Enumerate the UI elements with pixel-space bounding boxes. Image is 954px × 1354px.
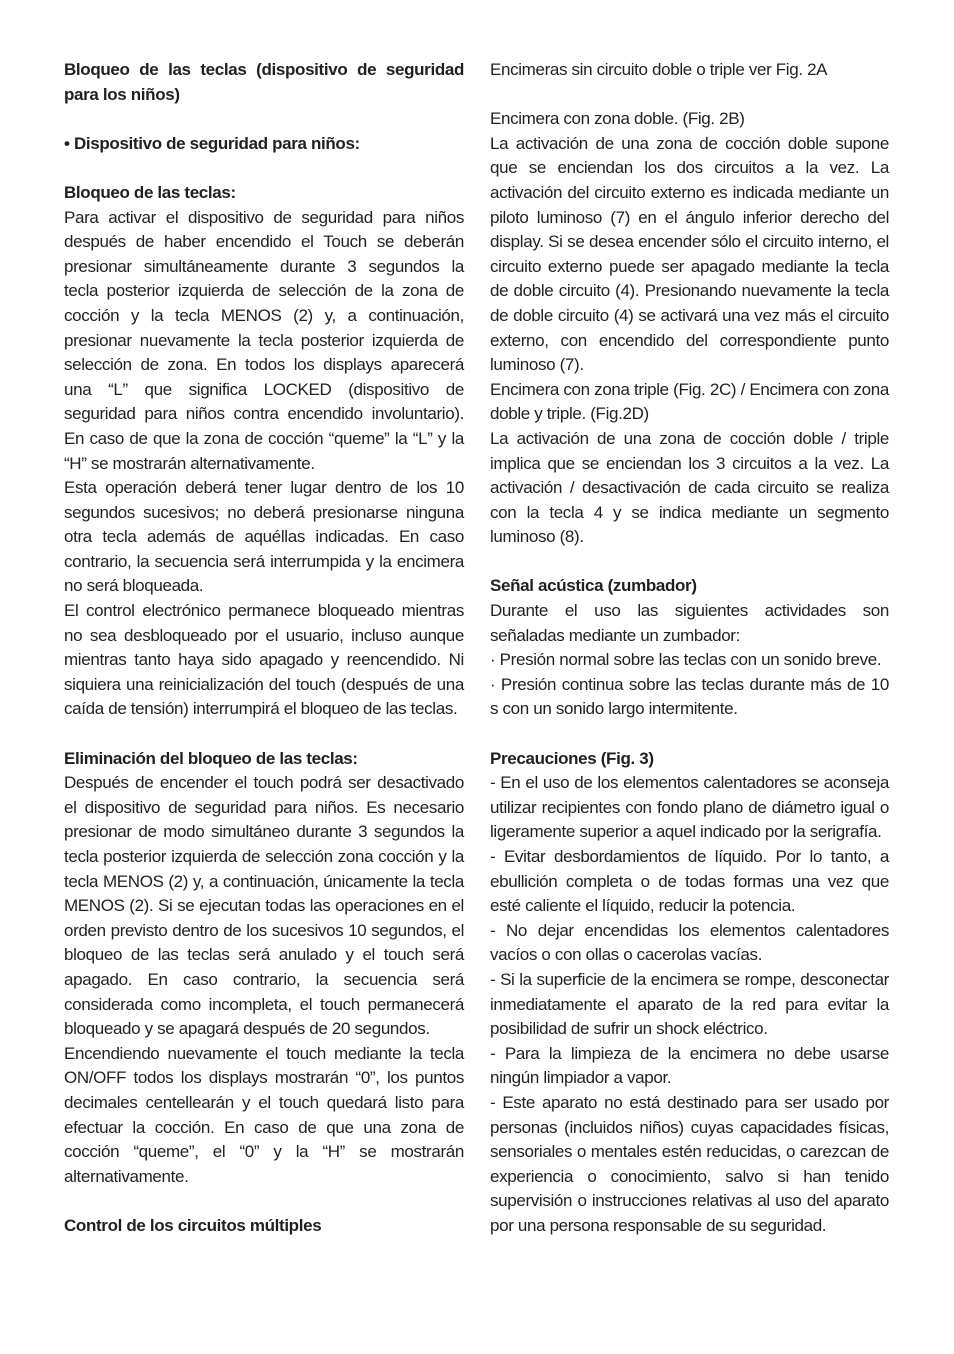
spacer (490, 722, 889, 747)
lock-heading: Bloqueo de las teclas: (64, 182, 236, 202)
fig2c-paragraph: La activación de una zona de cocción doble / triple implica que se enciendan los 3 circuitos a la vez. La activación / desactivación de cada circuito se realiza con la tecla 4 y se indica mediante un segmento luminoso (8). (490, 428, 889, 547)
lock-paragraph-2: Esta operación deberá tener lugar dentro de los 10 segundos sucesivos; no deberá presionarse ninguna otra tecla además de aquéllas indicadas. En caso contrario, la secuencia será interrumpida y la encimera no será bloqueada. (64, 478, 464, 596)
precaution-item: - Evitar desbordamientos de líquido. Por lo tanto, a ebullición completa o de todas formas una vez que esté caliente el líquido, reducir la potencia. (490, 847, 889, 916)
precaution-item: - En el uso de los elementos calentadores se aconseja utilizar recipientes con fondo plano de diámetro igual o ligeramente superior a aquel indicado por la serigrafía. (490, 773, 889, 842)
fig2b-paragraph: La activación de una zona de cocción doble supone que se enciendan los dos circuitos a la vez. La activación del circuito externo es indicada mediante un piloto luminoso (7) en el ángulo inferior derecho del display. Si se desea encender sólo el circuito interno, el circuito externo puede ser apagado mediante la tecla de doble circuito (4). Presionando nuevamente la tecla de doble circuito (4) se activará una vez más el circuito externo, con encendido del correspondiente punto luminoso (7). (490, 133, 889, 375)
bullet-heading: • Dispositivo de seguridad para niños: (64, 133, 360, 153)
unlock-paragraph-1: Después de encender el touch podrá ser desactivado el dispositivo de seguridad para niños. Es necesario presionar de modo simultáneo durante 3 segundos la tecla posterior izquierda de selección zona cocción y la tecla MENOS (2) y, a continuación, únicamente la tecla MENOS (2). Si se ejecutan todas las operaciones en el orden previsto dentro de los sucesivos 10 segundos, el bloqueo de las teclas será anulado y el touch será apagado. En caso contrario, la secuencia será considerada como incompleta, el touch permanecerá bloqueado y se apagará después de 20 segundos. (64, 773, 464, 1039)
unlock-heading: Eliminación del bloqueo de las teclas: (64, 748, 358, 768)
spacer (490, 83, 889, 108)
buzzer-paragraph: Durante el uso las siguientes actividades son señaladas mediante un zumbador: (490, 601, 889, 645)
precaution-item: - Para la limpieza de la encimera no debe usarse ningún limpiador a vapor. (490, 1043, 889, 1088)
precaution-item: - No dejar encendidas los elementos calentadores vacíos o con ollas o cacerolas vacías. (490, 920, 889, 965)
fig2a-paragraph: Encimeras sin circuito doble o triple ver Fig. 2A (490, 60, 828, 79)
section-title: Bloqueo de las teclas (dispositivo de seguridad para los niños) (64, 60, 464, 104)
spacer (64, 722, 464, 747)
precaution-item: - Este aparato no está destinado para ser usado por personas (incluidos niños) cuyas capacidades físicas, sensoriales o mentales estén reducidas, o carezcan de experiencia o conocimiento, salvo si han tenido supervisión o instrucciones relativas al uso del aparato por una persona responsable de su seguridad. (490, 1092, 889, 1235)
lock-paragraph-3: El control electrónico permanece bloqueado mientras no sea desbloqueado por el usuario, incluso aunque mientras tanto haya sido apagado y reencendido. Ni siquiera una reinicialización del touch (después de una caída de tensión) interrumpirá el bloqueo de las teclas. (64, 601, 464, 719)
spacer (64, 1189, 464, 1214)
circuits-heading: Control de los circuitos múltiples (64, 1215, 322, 1235)
spacer (64, 156, 464, 181)
left-column (64, 58, 464, 1239)
fig2c-title: Encimera con zona triple (Fig. 2C) / Encimera con zona doble y triple. (Fig.2D) (490, 379, 889, 424)
fig2b-title: Encimera con zona doble. (Fig. 2B) (490, 109, 745, 129)
spacer (490, 550, 889, 575)
spacer (64, 107, 464, 132)
buzzer-heading: Señal acústica (zumbador) (490, 576, 697, 596)
lock-paragraph-1: Para activar el dispositivo de seguridad para niños después de haber encendido el Touch se deberán presionar simultáneamente durante 3 segundos la tecla posterior izquierda de selección de la zona de cocción y la tecla MENOS (2) y, a continuación, presionar nuevamente la tecla posterior izquierda de selección de zona. En todos los displays aparecerá una “L” que significa LOCKED (dispositivo de seguridad para niños contra encendido involuntario). En caso de que la zona de cocción “queme” la “L” y la “H” se mostrarán alternativamente. (64, 207, 464, 473)
right-column (490, 58, 889, 1239)
precaution-item: - Si la superficie de la encimera se rompe, desconectar inmediatamente el aparato de la red para evitar la posibilidad de sufrir un shock eléctrico. (490, 969, 889, 1039)
unlock-paragraph-2: Encendiendo nuevamente el touch mediante la tecla ON/OFF todos los displays mostrarán “0”, los puntos decimales centellearán y el touch quedará listo para efectuar la cocción. En caso de que una zona de cocción “queme”, el “0” y la “H” se mostrarán alternativamente. (64, 1043, 464, 1186)
buzzer-item: · Presión continua sobre las teclas durante más de 10 s con un sonido largo intermitente. (490, 674, 889, 719)
buzzer-item: · Presión normal sobre las teclas con un sonido breve. (490, 650, 882, 670)
precautions-heading: Precauciones (Fig. 3) (490, 748, 654, 768)
